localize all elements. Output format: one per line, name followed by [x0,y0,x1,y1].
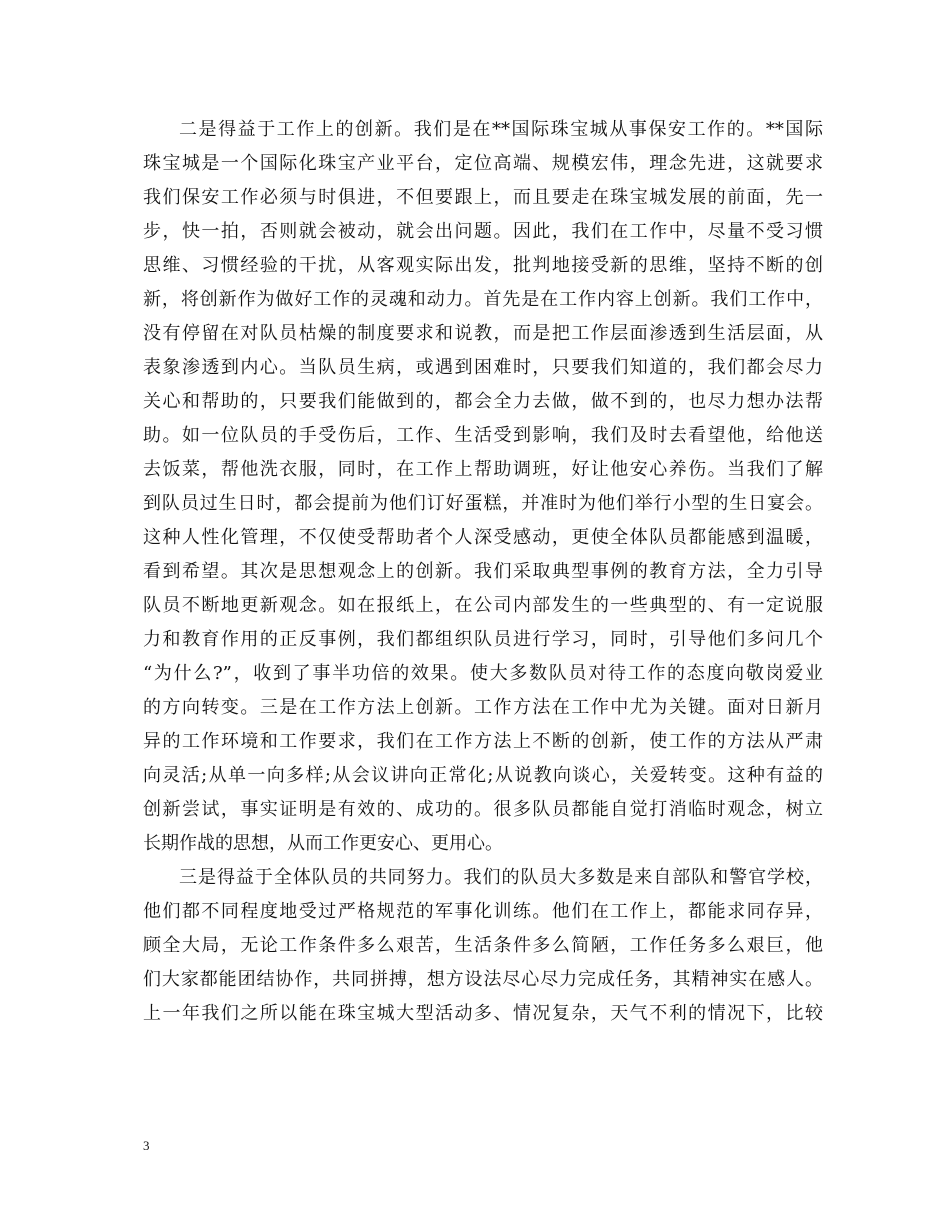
text-line: 表象渗透到内心。当队员生病，或遇到困难时，只要我们知道的，我们都会尽力 [143,357,823,378]
paragraph-innovation [143,113,823,861]
text-line: 新，将创新作为做好工作的灵魂和动力。首先是在工作内容上创新。我们工作中， [143,289,823,310]
text-line: 助。如一位队员的手受伤后，工作、生活受到影响，我们及时去看望他，给他送 [143,425,823,446]
text-line: 关心和帮助的，只要我们能做到的，都会全力去做，做不到的，也尽力想办法帮 [143,391,823,412]
text-line: 队员不断地更新观念。如在报纸上，在公司内部发生的一些典型的、有一定说服 [143,595,823,616]
text-line: 思维、习惯经验的干扰，从客观实际出发，批判地接受新的思维，坚持不断的创 [143,255,823,276]
text-line: 没有停留在对队员枯燥的制度要求和说教，而是把工作层面渗透到生活层面，从 [143,323,823,344]
text-line: 我们保安工作必须与时俱进，不但要跟上，而且要走在珠宝城发展的前面，先一 [143,187,823,208]
text-line: 这种人性化管理，不仅使受帮助者个人深受感动，更使全体队员都能感到温暖， [143,527,823,548]
text-line: 的方向转变。三是在工作方法上创新。工作方法在工作中尤为关键。面对日新月 [143,697,823,718]
text-line: 看到希望。其次是思想观念上的创新。我们采取典型事例的教育方法，全力引导 [143,561,823,582]
text-line: 向灵活;从单一向多样;从会议讲向正常化;从说教向谈心，关爱转变。这种有益的 [143,765,823,786]
text-line: 长期作战的思想，从而工作更安心、更用心。 [143,833,503,854]
text-line: 步，快一拍，否则就会被动，就会出问题。因此，我们在工作中，尽量不受习惯 [143,221,823,242]
text-line: 力和教育作用的正反事例，我们都组织队员进行学习，同时，引导他们多问几个 [143,629,823,650]
text-line: 上一年我们之所以能在珠宝城大型活动多、情况复杂，天气不利的情况下，比较 [143,1003,823,1024]
document-body [143,113,823,1031]
text-line: “为什么?”，收到了事半功倍的效果。使大多数队员对待工作的态度向敬岗爱业 [143,663,823,684]
text-line: 到队员过生日时，都会提前为他们订好蛋糕，并准时为他们举行小型的生日宴会。 [143,493,823,514]
page-number: 3 [143,1138,150,1153]
text-line: 异的工作环境和工作要求，我们在工作方法上不断的创新，使工作的方法从严肃 [143,731,823,752]
text-line: 顾全大局，无论工作条件多么艰苦，生活条件多么简陋，工作任务多么艰巨，他 [143,935,823,956]
text-line: 创新尝试，事实证明是有效的、成功的。很多队员都能自觉打消临时观念，树立 [143,799,823,820]
text-line: 三是得益于全体队员的共同努力。我们的队员大多数是来自部队和警官学校， [179,867,823,888]
text-line: 去饭菜，帮他洗衣服，同时，在工作上帮助调班，好让他安心养伤。当我们了解 [143,459,823,480]
text-line: 们大家都能团结协作，共同拼搏，想方设法尽心尽力完成任务，其精神实在感人。 [143,969,823,990]
text-line: 珠宝城是一个国际化珠宝产业平台，定位高端、规模宏伟，理念先进，这就要求 [143,153,823,174]
text-line: 二是得益于工作上的创新。我们是在**国际珠宝城从事保安工作的。**国际 [179,119,823,140]
text-line: 他们都不同程度地受过严格规范的军事化训练。他们在工作上，都能求同存异， [143,901,823,922]
paragraph-team-effort [143,861,823,1031]
